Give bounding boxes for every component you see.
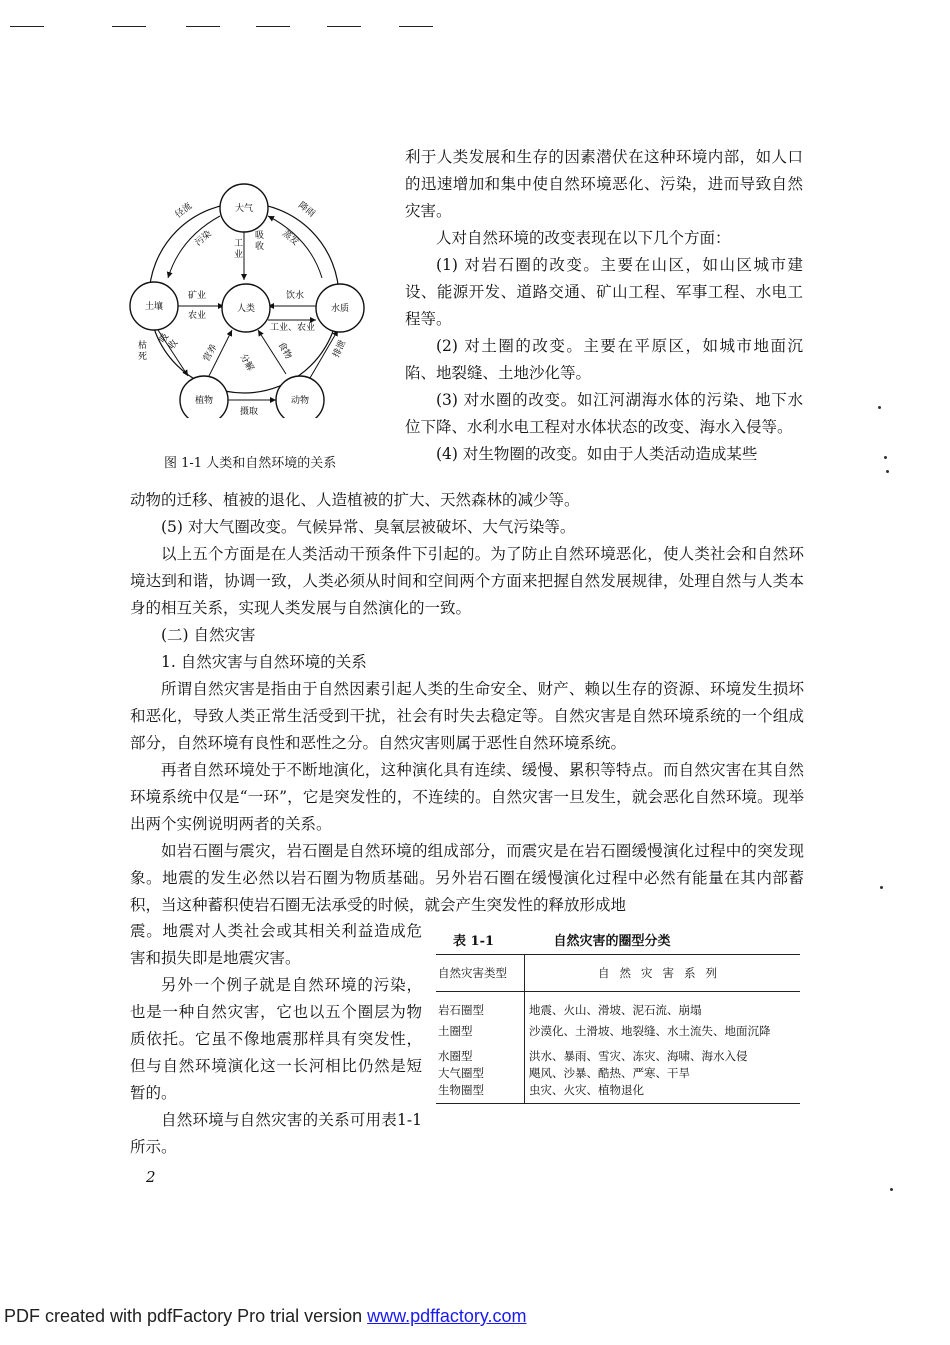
table-cell: 飓风、沙暴、酷热、严寒、干旱 bbox=[529, 1066, 690, 1080]
table-cell: 水圈型 bbox=[436, 1048, 525, 1065]
paragraph: 人对自然环境的改变表现在以下几个方面： bbox=[436, 229, 731, 247]
table-row bbox=[436, 992, 800, 1020]
scan-speck bbox=[878, 406, 881, 409]
label-agriculture: 农业 bbox=[188, 311, 207, 321]
node-animal-label: 动物 bbox=[290, 396, 310, 406]
label-food: 食物 bbox=[275, 340, 294, 362]
label-rain: 降雨 bbox=[296, 200, 317, 220]
node-human-label: 人类 bbox=[236, 304, 256, 314]
footer-text: PDF created with pdfFactory Pro trial version bbox=[4, 1306, 368, 1326]
label-nutrient: 营养 bbox=[201, 342, 220, 364]
table-cell: 沙漠化、土滑坡、地裂缝、水土流失、地面沉降 bbox=[529, 1024, 771, 1038]
header-rule bbox=[10, 26, 44, 27]
node-atmosphere-label: 大气 bbox=[234, 204, 254, 214]
arrow-water-atmo-inner bbox=[268, 216, 322, 278]
table-cell: 虫灾、火灾、植物退化 bbox=[529, 1083, 644, 1097]
paragraph: 以上五个方面是在人类活动干预条件下引起的。为了防止自然环境恶化，使人类社会和自然环境达到和谐，协调一致，人类必须从时间和空间两个方面来把握自然发展规律，处理自然与人类本身的相互关系，实现人类发展与自然演化的一致。 bbox=[130, 545, 804, 617]
full-width-text bbox=[130, 487, 804, 919]
paragraph: 另外一个例子就是自然环境的污染，也是一种自然灾害，它也以五个圈层为物质依托。它虽不像地震那样具有突发性，但与自然环境演化这一长河相比仍然是短暂的。 bbox=[130, 976, 422, 1102]
paragraph: (3) 对水圈的改变。如江河湖海水体的污染、地下水位下降、水利水电工程对水体状态的改变、海水入侵等。 bbox=[405, 391, 803, 436]
table-cell: 生物圈型 bbox=[436, 1082, 525, 1103]
scan-speck bbox=[886, 470, 889, 473]
node-plant-label: 植物 bbox=[194, 396, 214, 406]
figure-caption: 图 1-1 人类和自然环境的关系 bbox=[164, 456, 337, 471]
left-column-text bbox=[130, 918, 422, 1161]
table-cell: 岩石圈型 bbox=[436, 992, 525, 1020]
footer-link[interactable]: www.pdffactory.com bbox=[367, 1306, 527, 1326]
right-column-text bbox=[405, 144, 803, 468]
human-environment-diagram bbox=[110, 168, 380, 418]
paragraph: 震。地震对人类社会或其相关利益造成危害和损失即是地震灾害。 bbox=[130, 922, 422, 967]
table-caption: 自然灾害的圈型分类 bbox=[553, 934, 671, 949]
section-heading: (二) 自然灾害 bbox=[161, 626, 256, 644]
label-evaporation: 蒸发 bbox=[280, 228, 301, 248]
table-number: 表 1-1 bbox=[453, 934, 495, 949]
label-industry-up: 工业 bbox=[234, 239, 244, 260]
label-wither: 枯死 bbox=[138, 341, 148, 362]
label-absorb-low: 吸收 bbox=[157, 332, 181, 352]
table-row bbox=[436, 1019, 800, 1048]
table-cell: 地震、火山、滑坡、泥石流、崩塌 bbox=[529, 1003, 702, 1017]
arrow-atmo-soil-inner bbox=[168, 216, 220, 278]
label-industry-agriculture: 工业、农业 bbox=[270, 323, 316, 333]
paragraph: (1) 对岩石圈的改变。主要在山区，如山区城市建设、能源开发、道路交通、矿山工程、军事工程、水电工程等。 bbox=[405, 256, 803, 328]
table-row bbox=[436, 1082, 800, 1103]
scan-speck bbox=[880, 886, 883, 889]
table-row bbox=[436, 1065, 800, 1082]
scan-speck bbox=[884, 456, 887, 459]
header-rule bbox=[256, 26, 290, 27]
header-rule bbox=[186, 26, 220, 27]
header-rule bbox=[112, 26, 146, 27]
paragraph: 再者自然环境处于不断地演化，这种演化具有连续、缓慢、累积等特点。而自然灾害在其自然环境系统中仅是“一环”，它是突发性的，不连续的。自然灾害一旦发生，就会恶化自然环境。现举出两个实例说明两者的关系。 bbox=[130, 761, 804, 833]
paragraph: (2) 对土圈的改变。主要在平原区，如城市地面沉陷、地裂缝、土地沙化等。 bbox=[405, 337, 803, 382]
table-header: 自然灾害类型 bbox=[436, 955, 525, 992]
scan-speck bbox=[890, 1188, 893, 1191]
subsection-heading: 1. 自然灾害与自然环境的关系 bbox=[161, 653, 367, 671]
paragraph: 自然环境与自然灾害的关系可用表1-1 所示。 bbox=[130, 1111, 422, 1156]
paragraph: 如岩石圈与震灾，岩石圈是自然环境的组成部分，而震灾是在岩石圈缓慢演化过程中的突发现象。地震的发生必然以岩石圈为物质基础。另外岩石圈在缓慢演化过程中必然有能量在其内部蓄积，当这种蓄积使岩石圈无法承受的时候，就会产生突发性的释放形成地 bbox=[130, 842, 804, 914]
paragraph: 动物的迁移、植被的退化、人造植被的扩大、天然森林的减少等。 bbox=[130, 491, 580, 509]
table-row bbox=[436, 1048, 800, 1065]
label-pollution: 污染 bbox=[193, 229, 214, 249]
label-mining: 矿业 bbox=[188, 291, 207, 301]
paragraph: (5) 对大气圈改变。气候异常、臭氧层被破坏、大气污染等。 bbox=[161, 518, 576, 536]
table-title bbox=[453, 930, 803, 949]
pdf-footer bbox=[4, 1306, 527, 1327]
header-rule bbox=[399, 26, 433, 27]
label-absorb-up: 吸收 bbox=[255, 231, 265, 252]
label-runoff: 径流 bbox=[173, 201, 195, 221]
page-number: 2 bbox=[146, 1168, 156, 1186]
table-cell: 大气圈型 bbox=[436, 1065, 525, 1082]
table-header: 自然灾害系列 bbox=[525, 955, 801, 992]
paragraph: 利于人类发展和生存的因素潜伏在这种环境内部，如人口的迅速增加和集中使自然环境恶化、污染，进而导致自然灾害。 bbox=[405, 148, 803, 220]
label-ingest: 摄取 bbox=[240, 407, 259, 417]
header-rule bbox=[327, 26, 361, 27]
table-cell: 土圈型 bbox=[436, 1019, 525, 1048]
paragraph: (4) 对生物圈的改变。如由于人类活动造成某些 bbox=[436, 445, 758, 463]
node-water-label: 水质 bbox=[330, 304, 350, 314]
label-drinking-water: 饮水 bbox=[286, 291, 305, 301]
node-soil-label: 土壤 bbox=[144, 302, 164, 312]
label-decompose: 分解 bbox=[237, 352, 256, 374]
table-cell: 洪水、暴雨、雪灾、冻灾、海啸、海水入侵 bbox=[529, 1049, 748, 1063]
label-discharge: 排泄 bbox=[331, 338, 349, 360]
paragraph: 所谓自然灾害是指由于自然因素引起人类的生命安全、财产、赖以生存的资源、环境发生损坏和恶化，导致人类正常生活受到干扰，社会有时失去稳定等。自然灾害是自然环境系统的一个组成部分，自然环境有良性和恶性之分。自然灾害则属于恶性自然环境系统。 bbox=[130, 680, 804, 752]
disaster-table bbox=[436, 954, 800, 1104]
